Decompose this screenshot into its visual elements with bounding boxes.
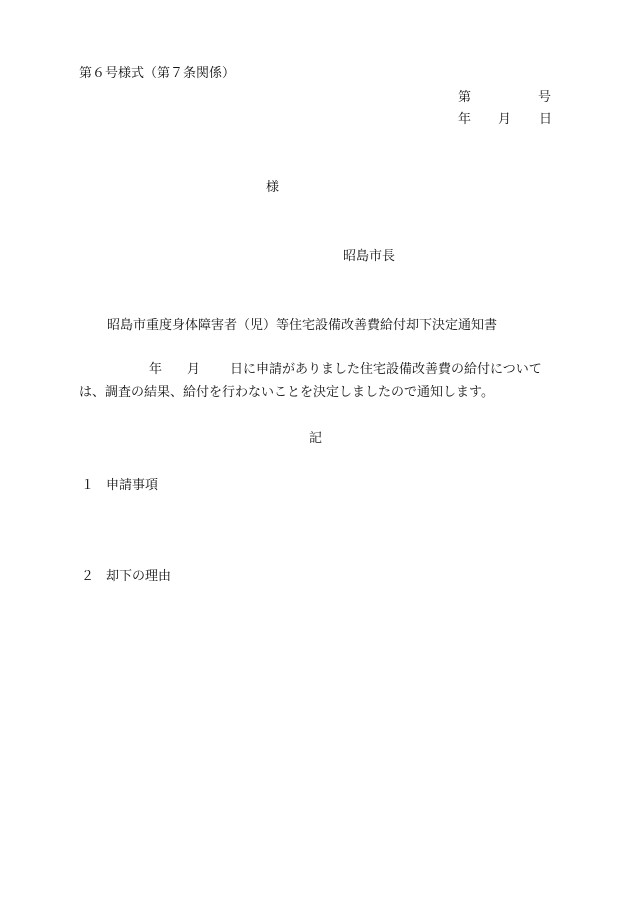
item-application-matter: 申請事項 bbox=[106, 478, 159, 493]
date-year-label: 年 bbox=[458, 112, 472, 127]
document-title: 昭島市重度身体障害者（児）等住宅設備改善費給付却下決定通知書 bbox=[107, 318, 498, 333]
body-year-label: 年 bbox=[149, 362, 163, 377]
item-number: ２ bbox=[81, 569, 95, 584]
body-day-text: 日に申請がありました住宅設備改善費の給付について bbox=[230, 362, 542, 377]
date-month-label: 月 bbox=[498, 112, 512, 127]
ki-heading: 記 bbox=[309, 431, 323, 446]
form-number-label: 第６号様式（第７条関係） bbox=[79, 66, 236, 81]
document-number-prefix: 第 bbox=[458, 90, 472, 105]
date-day-label: 日 bbox=[539, 112, 553, 127]
addressee-honorific: 様 bbox=[266, 180, 280, 195]
document-number-suffix: 号 bbox=[538, 90, 552, 105]
issuer-name: 昭島市長 bbox=[343, 249, 396, 264]
body-paragraph-line-2: は、調査の結果、給付を行わないことを決定しましたので通知します。 bbox=[79, 385, 494, 400]
body-month-label: 月 bbox=[187, 362, 201, 377]
item-rejection-reason: 却下の理由 bbox=[106, 569, 172, 584]
item-number: １ bbox=[81, 478, 95, 493]
